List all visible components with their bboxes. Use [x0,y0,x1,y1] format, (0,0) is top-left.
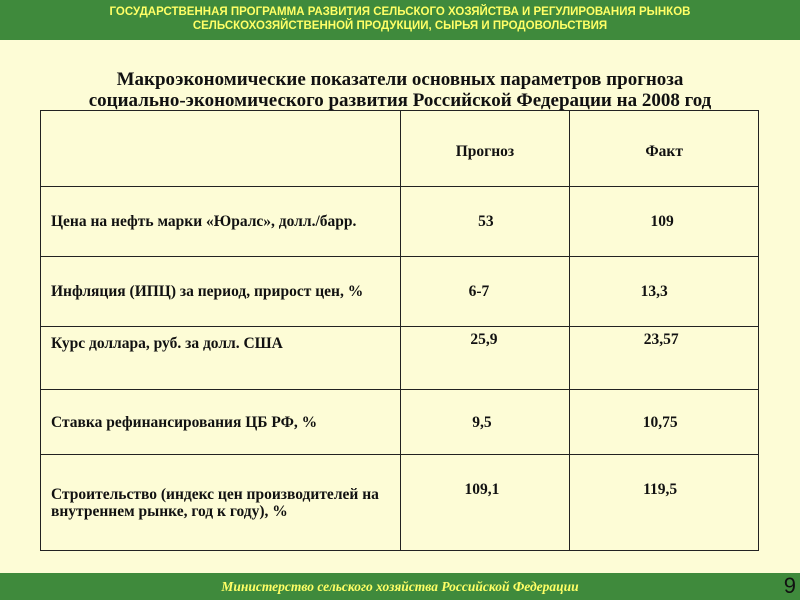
table-row [41,187,759,257]
program-banner [0,0,800,40]
table-header-row [41,111,759,187]
title-line-2: социально-экономического развития Российской Федерации на 2008 год [88,90,712,111]
page-number: 9 [783,573,796,598]
title-line-1: Макроэкономические показатели основных параметров прогноза [116,69,684,90]
actual-value: 23,57 [643,331,679,348]
slide-title [0,69,800,111]
actual-value: 13,3 [640,283,668,300]
footer-bar [0,573,800,600]
table-row [41,327,759,390]
forecast-value: 25,9 [470,331,498,348]
indicators-table [40,110,759,551]
table-row [41,257,759,327]
header-actual: Факт [570,111,759,187]
row-label: Инфляция (ИПЦ) за период, прирост цен, % [41,257,401,327]
forecast-value: 6-7 [468,283,490,300]
actual-value: 119,5 [643,481,678,498]
footer-ministry: Министерство сельского хозяйства Российской Федерации [221,579,579,594]
actual-value: 10,75 [642,413,678,431]
header-empty-cell [41,111,401,187]
forecast-value: 9,5 [472,413,492,431]
table-row [41,390,759,455]
forecast-value: 53 [478,213,494,230]
row-label: Курс доллара, руб. за долл. США [41,327,401,390]
actual-value: 109 [650,213,674,230]
banner-line-1: ГОСУДАРСТВЕННАЯ ПРОГРАММА РАЗВИТИЯ СЕЛЬСКОГО ХОЗЯЙСТВА И РЕГУЛИРОВАНИЯ РЫНКОВ [109,6,691,18]
row-label: Цена на нефть марки «Юралс», долл./барр. [41,187,401,257]
forecast-value: 109,1 [464,481,500,498]
header-forecast: Прогноз [400,111,570,187]
row-label: Ставка рефинансирования ЦБ РФ, % [41,390,401,455]
table-row [41,455,759,551]
row-label: Строительство (индекс цен производителей на внутреннем рынке, год к году), % [41,455,401,551]
banner-line-2: СЕЛЬСКОХОЗЯЙСТВЕННОЙ ПРОДУКЦИИ, СЫРЬЯ И ПРОДОВОЛЬСТВИЯ [192,20,608,32]
